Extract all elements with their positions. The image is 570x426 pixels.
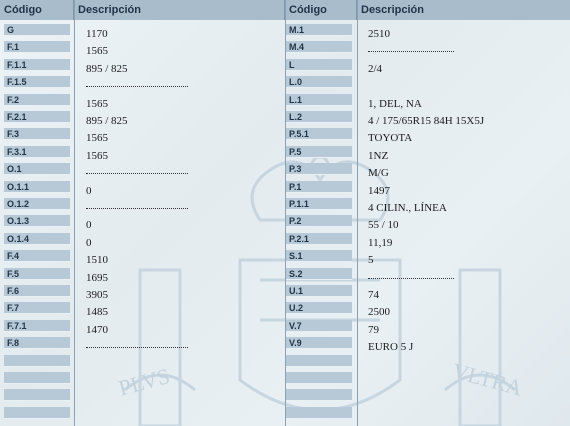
left-empty-value-dash bbox=[86, 86, 188, 87]
left-code-cell: F.3 bbox=[4, 128, 70, 140]
column-divider bbox=[357, 0, 358, 426]
left-description-value: 3905 bbox=[86, 289, 108, 301]
left-description-value: 1565 bbox=[86, 149, 108, 162]
right-code-cell: P.5 bbox=[286, 146, 352, 158]
right-code-cell bbox=[286, 372, 352, 384]
right-code-cell: L.1 bbox=[286, 94, 352, 106]
right-code-cell: P.5.1 bbox=[286, 128, 352, 140]
right-code-cell: P.2 bbox=[286, 215, 352, 227]
left-code-cell: F.2 bbox=[4, 94, 70, 106]
left-description-value: 1470 bbox=[86, 323, 108, 336]
left-code-cell: F.2.1 bbox=[4, 111, 70, 123]
right-code-cell: P.3 bbox=[286, 163, 352, 175]
watermark-right-text: VLTRA bbox=[449, 357, 526, 401]
left-code-cell: G bbox=[4, 24, 70, 36]
right-code-cell: U.1 bbox=[286, 285, 352, 297]
left-description-value: 1485 bbox=[86, 306, 108, 319]
right-description-value: 2/4 bbox=[368, 62, 383, 75]
right-code-cell: V.7 bbox=[286, 320, 352, 332]
left-code-cell: F.7.1 bbox=[4, 320, 70, 332]
right-code-cell: S.2 bbox=[286, 268, 352, 280]
right-description-value: 2500 bbox=[368, 306, 390, 319]
right-description-value: 2510 bbox=[368, 28, 390, 40]
right-code-cell: V.9 bbox=[286, 337, 352, 349]
left-description-value: 0 bbox=[86, 219, 92, 232]
left-description-value: 1170 bbox=[86, 28, 108, 40]
right-code-header: Código bbox=[285, 0, 357, 20]
left-code-cell: O.1.3 bbox=[4, 215, 70, 227]
right-code-cell: U.2 bbox=[286, 302, 352, 314]
left-code-cell: O.1.4 bbox=[4, 233, 70, 245]
right-description-value: 1NZ bbox=[368, 149, 389, 162]
right-code-cell bbox=[286, 407, 352, 419]
left-description-value: 0 bbox=[86, 236, 92, 249]
left-empty-value-dash bbox=[86, 347, 188, 348]
left-description-value: 1565 bbox=[86, 45, 108, 58]
left-code-cell: F.7 bbox=[4, 302, 70, 314]
right-code-cell: M.4 bbox=[286, 41, 352, 53]
column-divider bbox=[74, 0, 75, 426]
right-code-cell: M.1 bbox=[286, 24, 352, 36]
right-code-cell: P.1.1 bbox=[286, 198, 352, 210]
right-code-cell: L.0 bbox=[286, 76, 352, 88]
left-code-cell bbox=[4, 389, 70, 401]
left-code-cell: F.6 bbox=[4, 285, 70, 297]
right-description-value: 55 / 10 bbox=[368, 219, 399, 232]
right-empty-value-dash bbox=[368, 51, 454, 52]
right-description-value: EURO 5 J bbox=[368, 341, 414, 354]
left-description-value: 1565 bbox=[86, 97, 108, 110]
right-code-cell: P.2.1 bbox=[286, 233, 352, 245]
right-description-value: 4 / 175/65R15 84H 15X5J bbox=[368, 115, 485, 127]
left-empty-value-dash bbox=[86, 208, 188, 209]
left-code-cell: F.1.1 bbox=[4, 59, 70, 71]
left-code-cell: O.1.1 bbox=[4, 181, 70, 193]
left-code-cell: F.4 bbox=[4, 250, 70, 262]
left-description-value: 895 / 825 bbox=[86, 62, 128, 75]
right-description-value: 1, DEL, NA bbox=[368, 97, 422, 110]
right-code-cell: L bbox=[286, 59, 352, 71]
right-code-cell: P.1 bbox=[286, 181, 352, 193]
left-code-cell: F.3.1 bbox=[4, 146, 70, 158]
right-code-cell bbox=[286, 355, 352, 367]
left-description-value: 1565 bbox=[86, 132, 108, 145]
left-description-value: 0 bbox=[86, 184, 92, 197]
watermark-left-text: PLVS bbox=[115, 363, 173, 401]
left-description-value: 1510 bbox=[86, 254, 108, 267]
left-code-cell bbox=[4, 407, 70, 419]
right-description-value: M/G bbox=[368, 167, 389, 180]
right-empty-value-dash bbox=[368, 278, 454, 279]
right-description-value: 11,19 bbox=[368, 236, 393, 249]
left-code-cell: F.1 bbox=[4, 41, 70, 53]
right-description-value: 74 bbox=[368, 289, 379, 301]
right-code-cell: L.2 bbox=[286, 111, 352, 123]
right-description-header: Descripción bbox=[357, 0, 570, 20]
left-code-cell: F.5 bbox=[4, 268, 70, 280]
right-description-value: 5 bbox=[368, 254, 374, 267]
left-description-value: 1695 bbox=[86, 271, 108, 284]
left-description-value: 895 / 825 bbox=[86, 115, 128, 127]
left-code-cell: F.1.5 bbox=[4, 76, 70, 88]
right-code-cell bbox=[286, 389, 352, 401]
left-code-header: Código bbox=[0, 0, 74, 20]
left-code-cell bbox=[4, 355, 70, 367]
left-description-header: Descripción bbox=[74, 0, 285, 20]
left-code-cell bbox=[4, 372, 70, 384]
right-description-value: TOYOTA bbox=[368, 132, 413, 145]
right-description-value: 1497 bbox=[368, 184, 390, 197]
right-description-value: 4 CILIN., LÍNEA bbox=[368, 202, 447, 214]
left-empty-value-dash bbox=[86, 173, 188, 174]
right-code-cell: S.1 bbox=[286, 250, 352, 262]
left-code-cell: O.1.2 bbox=[4, 198, 70, 210]
left-code-cell: F.8 bbox=[4, 337, 70, 349]
left-code-cell: O.1 bbox=[4, 163, 70, 175]
right-description-value: 79 bbox=[368, 323, 379, 336]
